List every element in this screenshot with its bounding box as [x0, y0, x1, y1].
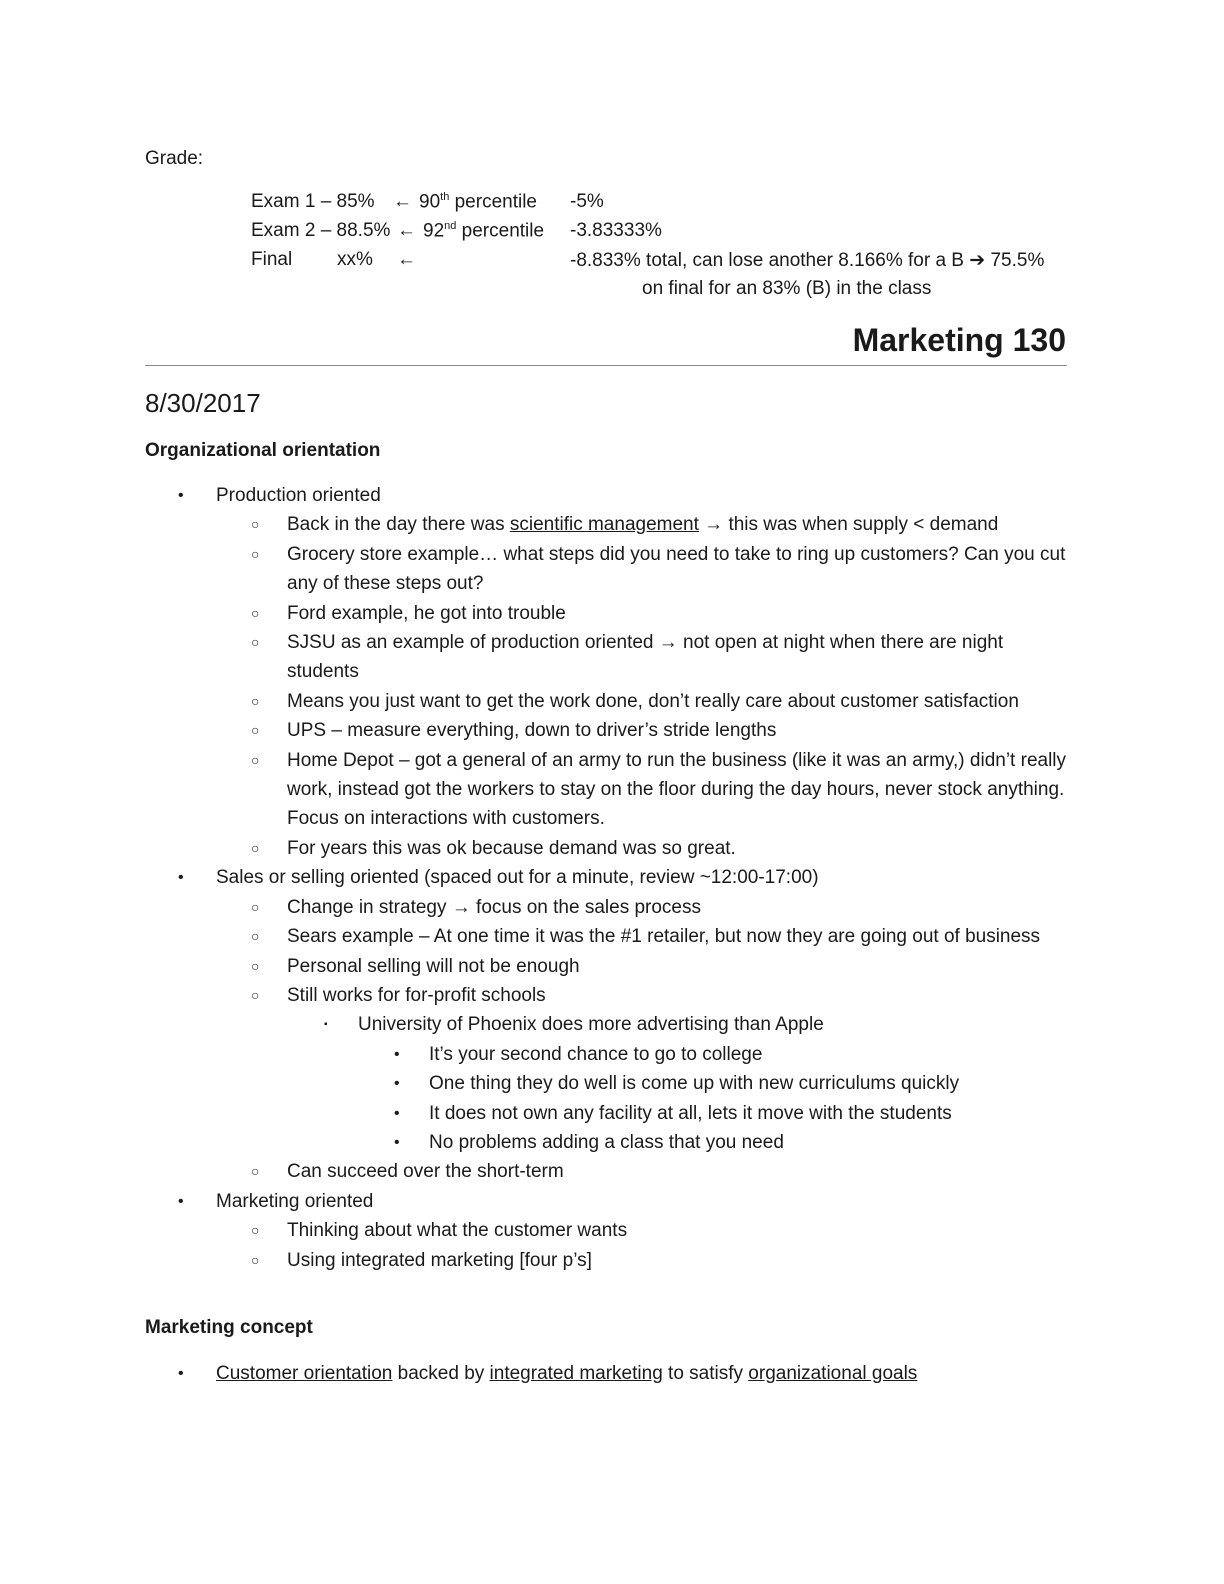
- list-item: • Sales or selling oriented (spaced out for a minute, review ~12:00-17:00): [0, 863, 1224, 892]
- list-item: • Customer orientation backed by integrated marketing to satisfy organizational goals: [0, 1359, 1224, 1388]
- exam-label: Final: [251, 249, 293, 270]
- grade-continuation: on final for an 83% (B) in the class: [642, 278, 932, 299]
- circle-bullet-icon: ○: [251, 545, 260, 562]
- percentile: 90th percentile: [419, 191, 537, 213]
- bullet-icon: •: [394, 1045, 400, 1063]
- list-item: • One thing they do well is come up with new curriculums quickly: [0, 1069, 1224, 1098]
- bullet-icon: •: [394, 1075, 400, 1093]
- list-item: • No problems adding a class that you need: [0, 1128, 1224, 1157]
- circle-bullet-icon: ○: [251, 986, 260, 1003]
- list-item: ○ For years this was ok because demand was so great.: [0, 834, 1224, 863]
- bullet-icon: •: [178, 1365, 184, 1382]
- circle-bullet-icon: ○: [251, 1222, 260, 1239]
- lecture-date: 8/30/2017: [145, 388, 261, 418]
- concept-list: [0, 1359, 1224, 1388]
- circle-bullet-icon: ○: [251, 722, 260, 739]
- left-arrow-icon: ←: [397, 220, 416, 241]
- grade-label: Grade:: [145, 148, 204, 169]
- left-arrow-icon: ←: [393, 191, 412, 212]
- list-item: ○ Sears example – At one time it was the #1 retailer, but now they are going out of business: [0, 922, 1224, 951]
- circle-bullet-icon: ○: [251, 692, 260, 709]
- list-item: ○ SJSU as an example of production oriented → not open at night when there are night students: [0, 628, 1224, 687]
- grade-loss: -8.833% total, can lose another 8.166% for a B ➔ 75.5%: [570, 250, 1045, 271]
- exam-value: xx%: [337, 249, 373, 270]
- list-item: ○ Thinking about what the customer wants: [0, 1216, 1224, 1245]
- list-item: • It does not own any facility at all, lets it move with the students: [0, 1099, 1224, 1128]
- underlined-term: organizational goals: [748, 1363, 918, 1384]
- list-item: ○ Still works for for-profit schools: [0, 981, 1224, 1010]
- list-item: ○ Using integrated marketing [four p’s]: [0, 1246, 1224, 1275]
- circle-bullet-icon: ○: [251, 898, 260, 915]
- list-item: • Production oriented: [0, 481, 1224, 510]
- underlined-term: integrated marketing: [489, 1363, 663, 1384]
- left-arrow-icon: ←: [397, 249, 416, 270]
- circle-bullet-icon: ○: [251, 604, 260, 621]
- list-item: ○ Home Depot – got a general of an army to run the business (like it was an army,) didn’t really work, instead got the workers to stay on the floor during the day hours, never stock anything. Focus on interactions with customers.: [0, 746, 1224, 834]
- right-arrow-icon: ➔: [969, 250, 986, 271]
- grade-loss: -5%: [570, 191, 604, 212]
- grade-loss: -3.83333%: [570, 220, 662, 241]
- list-item: ○ Ford example, he got into trouble: [0, 599, 1224, 628]
- list-item: ○ Change in strategy → focus on the sales process: [0, 893, 1224, 922]
- bullet-icon: •: [394, 1104, 400, 1122]
- circle-bullet-icon: ○: [251, 1163, 260, 1180]
- circle-bullet-icon: ○: [251, 839, 260, 856]
- circle-bullet-icon: ○: [251, 516, 260, 533]
- exam-label: Exam 1 – 85%: [251, 191, 375, 212]
- circle-bullet-icon: ○: [251, 751, 260, 768]
- list-item: ○ Means you just want to get the work done, don’t really care about customer satisfaction: [0, 687, 1224, 716]
- circle-bullet-icon: ○: [251, 1251, 260, 1268]
- underlined-term: Customer orientation: [216, 1363, 393, 1384]
- orientation-list: [0, 481, 1224, 1275]
- percentile: 92nd percentile: [423, 220, 545, 242]
- exam-label: Exam 2 – 88.5%: [251, 220, 391, 241]
- page-title: Marketing 130: [852, 322, 1066, 358]
- circle-bullet-icon: ○: [251, 634, 260, 651]
- list-item: ○ UPS – measure everything, down to driver’s stride lengths: [0, 716, 1224, 745]
- list-item: • It’s your second chance to go to college: [0, 1040, 1224, 1069]
- circle-bullet-icon: ○: [251, 957, 260, 974]
- list-item: • Marketing oriented: [0, 1187, 1224, 1216]
- list-item: ▪ University of Phoenix does more advertising than Apple: [0, 1010, 1224, 1039]
- bullet-icon: •: [178, 487, 184, 504]
- list-item: ○ Grocery store example… what steps did you need to take to ring up customers? Can you cut any of these steps out?: [0, 540, 1224, 599]
- square-bullet-icon: ▪: [324, 1019, 328, 1031]
- list-item: ○ Back in the day there was scientific management → this was when supply < demand: [0, 510, 1224, 539]
- section-heading: Organizational orientation: [145, 440, 381, 461]
- list-item: ○ Personal selling will not be enough: [0, 952, 1224, 981]
- section-heading: Marketing concept: [145, 1317, 313, 1338]
- bullet-icon: •: [178, 869, 184, 887]
- bullet-icon: •: [178, 1192, 184, 1210]
- underlined-term: scientific management: [509, 514, 699, 536]
- circle-bullet-icon: ○: [251, 928, 260, 945]
- list-item: ○ Can succeed over the short-term: [0, 1157, 1224, 1186]
- bullet-icon: •: [394, 1133, 400, 1151]
- title-divider: [145, 365, 1067, 366]
